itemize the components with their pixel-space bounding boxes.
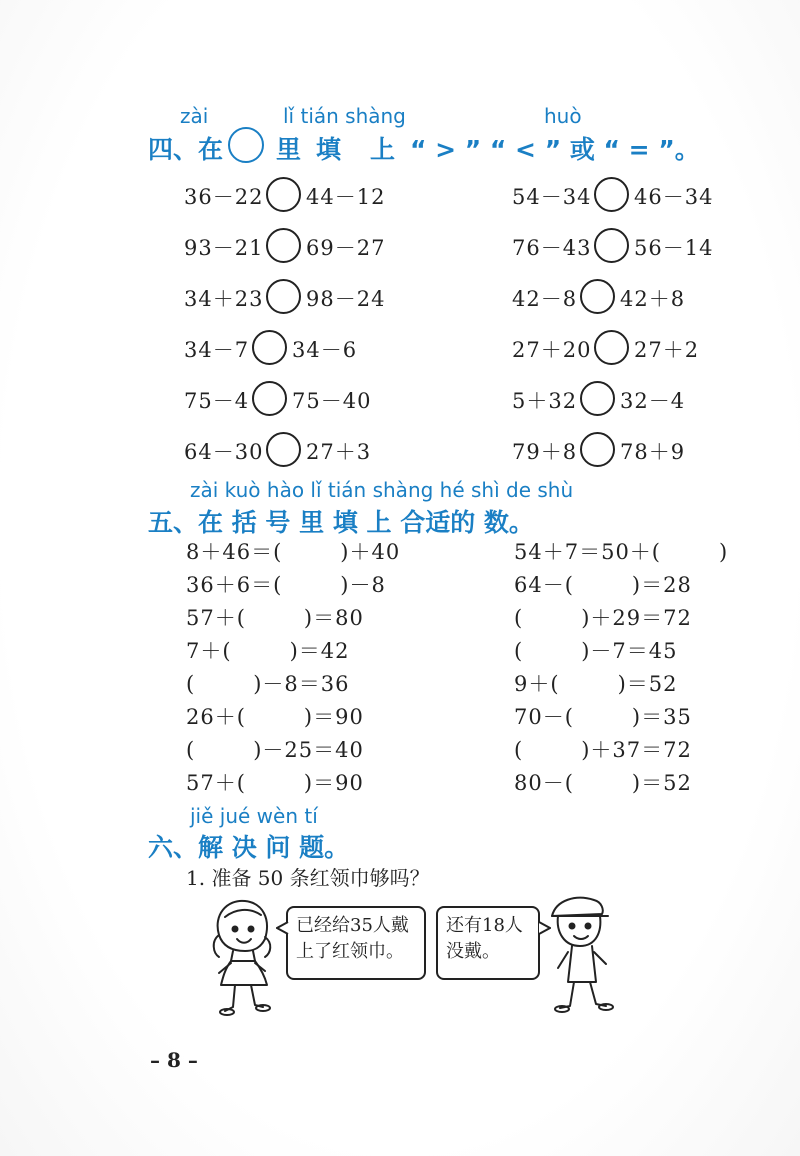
title-part-1: 四、在 xyxy=(148,135,224,164)
section4-title xyxy=(148,130,708,166)
compare-left-expr: 34＋23 xyxy=(184,287,264,311)
section5-title: 五、在 括 号 里 填 上 合适的 数。 xyxy=(148,508,534,537)
compare-left-expr: 42－8 xyxy=(512,287,578,311)
compare-right-expr: 78＋9 xyxy=(620,440,686,464)
fill-expr-before: 9＋( xyxy=(514,672,560,696)
fill-expr-before: 57＋( xyxy=(186,771,246,795)
compare-left-expr: 5＋32 xyxy=(512,389,578,413)
fill-expr-after: )－8 xyxy=(340,573,386,597)
fill-expr-after: )＝28 xyxy=(631,573,692,597)
pinyin-huo: huò xyxy=(544,104,582,128)
fill-row xyxy=(186,536,400,566)
girl-illustration-icon xyxy=(205,895,285,1025)
compare-right-expr: 42＋8 xyxy=(620,287,686,311)
compare-left-expr: 36－22 xyxy=(184,185,264,209)
compare-right-expr: 32－4 xyxy=(620,389,686,413)
compare-answer-circle[interactable] xyxy=(252,330,287,365)
fill-row xyxy=(514,701,692,731)
section6-title: 六、解 决 问 题。 xyxy=(148,833,350,862)
fill-row xyxy=(186,569,386,599)
compare-left-expr: 64－30 xyxy=(184,440,264,464)
fill-row xyxy=(514,668,677,698)
compare-right-expr: 27＋3 xyxy=(306,440,372,464)
section6-pinyin: jiě jué wèn tí xyxy=(190,804,318,828)
fill-expr-before: 54＋7＝50＋( xyxy=(514,540,661,564)
fill-expr-after: )－7＝45 xyxy=(581,639,678,663)
compare-answer-circle[interactable] xyxy=(580,432,615,467)
compare-answer-circle[interactable] xyxy=(594,330,629,365)
fill-row xyxy=(514,734,692,764)
fill-row xyxy=(186,734,364,764)
fill-expr-after: )＝52 xyxy=(617,672,678,696)
title-circle-icon xyxy=(228,127,264,163)
compare-answer-circle[interactable] xyxy=(580,381,615,416)
fill-expr-before: 57＋( xyxy=(186,606,246,630)
compare-answer-circle[interactable] xyxy=(266,279,301,314)
fill-expr-before: ( xyxy=(186,672,196,696)
fill-expr-before: ( xyxy=(514,738,524,762)
compare-answer-circle[interactable] xyxy=(594,228,629,263)
pinyin-zai: zài xyxy=(180,104,209,128)
compare-left-expr: 79＋8 xyxy=(512,440,578,464)
fill-expr-before: ( xyxy=(186,738,196,762)
compare-answer-circle[interactable] xyxy=(266,177,301,212)
boy-illustration-icon xyxy=(546,890,626,1020)
compare-left-expr: 54－34 xyxy=(512,185,592,209)
fill-expr-before: 80－( xyxy=(514,771,574,795)
compare-answer-circle[interactable] xyxy=(252,381,287,416)
compare-answer-circle[interactable] xyxy=(266,228,301,263)
fill-expr-before: 36＋6＝( xyxy=(186,573,283,597)
fill-row xyxy=(186,602,364,632)
bubble-right-line-2: 没戴。 xyxy=(446,941,500,962)
title-part-2: 里 xyxy=(276,135,302,164)
fill-expr-before: ( xyxy=(514,639,524,663)
compare-left-expr: 75－4 xyxy=(184,389,250,413)
compare-left-expr: 34－7 xyxy=(184,338,250,362)
fill-row xyxy=(186,701,364,731)
fill-expr-after: )＋40 xyxy=(340,540,401,564)
compare-answer-circle[interactable] xyxy=(266,432,301,467)
compare-left-expr: 27＋20 xyxy=(512,338,592,362)
fill-row xyxy=(186,767,364,797)
compare-left-expr: 76－43 xyxy=(512,236,592,260)
speech-bubble-left xyxy=(286,906,426,980)
fill-expr-after: )＝52 xyxy=(631,771,692,795)
problem-1-text: 1. 准备 50 条红领巾够吗？ xyxy=(186,866,430,890)
fill-expr-after: )－25＝40 xyxy=(253,738,364,762)
bubble-right-line-1: 还有18人 xyxy=(446,915,523,936)
fill-expr-before: 26＋( xyxy=(186,705,246,729)
page-number: – 8 – xyxy=(150,1048,198,1072)
fill-expr-after: )＝90 xyxy=(303,705,364,729)
section5-pinyin: zài kuò hào lǐ tián shàng hé shì de shù xyxy=(190,478,574,502)
compare-answer-circle[interactable] xyxy=(580,279,615,314)
fill-expr-after: )＝90 xyxy=(303,771,364,795)
fill-row xyxy=(514,569,692,599)
compare-right-expr: 69－27 xyxy=(306,236,386,260)
fill-row xyxy=(514,602,692,632)
fill-expr-before: 7＋( xyxy=(186,639,232,663)
title-part-3: 填 xyxy=(316,135,342,164)
fill-row xyxy=(514,536,728,566)
fill-expr-before: 70－( xyxy=(514,705,574,729)
compare-right-expr: 75－40 xyxy=(292,389,372,413)
compare-right-expr: 34－6 xyxy=(292,338,358,362)
fill-expr-before: 8＋46＝( xyxy=(186,540,283,564)
compare-right-expr: 98－24 xyxy=(306,287,386,311)
fill-row xyxy=(514,767,692,797)
bubble-left-line-2: 上了红领巾。 xyxy=(296,941,404,962)
title-part-4: 上 xyxy=(370,135,396,164)
bubble-left-line-1: 已经给35人戴 xyxy=(296,915,409,936)
fill-expr-after: )＝80 xyxy=(303,606,364,630)
fill-expr-after: )－8＝36 xyxy=(253,672,350,696)
compare-left-expr: 93－21 xyxy=(184,236,264,260)
fill-expr-before: ( xyxy=(514,606,524,630)
title-part-5: “ > ” “ < ” 或 “ = ”。 xyxy=(410,135,700,164)
pinyin-li-tian-shang: lǐ tián shàng xyxy=(283,104,406,128)
fill-expr-after: )＋37＝72 xyxy=(581,738,692,762)
compare-answer-circle[interactable] xyxy=(594,177,629,212)
fill-expr-before: 64－( xyxy=(514,573,574,597)
bubble-left-tail-icon xyxy=(276,920,290,936)
compare-right-expr: 44－12 xyxy=(306,185,386,209)
fill-expr-after: )＝35 xyxy=(631,705,692,729)
speech-bubble-right xyxy=(436,906,540,980)
fill-expr-after: )＋29＝72 xyxy=(581,606,692,630)
fill-expr-after: )＝42 xyxy=(289,639,350,663)
fill-expr-after: ) xyxy=(719,540,729,564)
compare-right-expr: 56－14 xyxy=(634,236,714,260)
compare-right-expr: 46－34 xyxy=(634,185,714,209)
compare-right-expr: 27＋2 xyxy=(634,338,700,362)
fill-row xyxy=(186,668,349,698)
fill-row xyxy=(186,635,349,665)
fill-row xyxy=(514,635,677,665)
